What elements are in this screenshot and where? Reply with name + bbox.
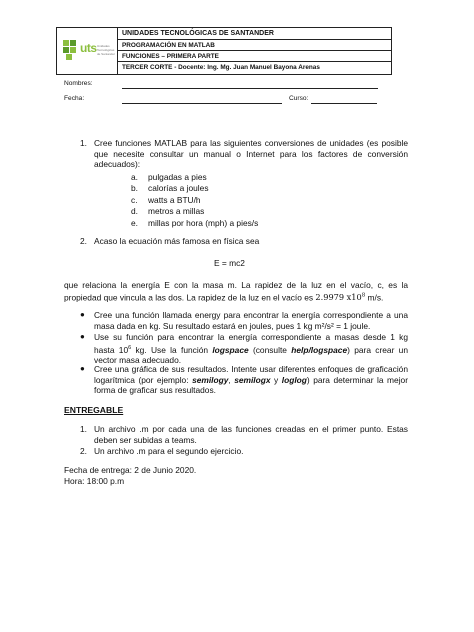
document-header xyxy=(56,27,392,75)
program-name: PROGRAMACIÓN EN MATLAB xyxy=(118,40,391,51)
q2-bullet-1: Cree una función llamada energy para encontrar la energía correspondiente a una masa dada en kg. Su resultado estará en joules, pues 1 kg m²/s² = 1 joule. xyxy=(94,310,408,331)
fecha-label: Fecha: xyxy=(64,95,85,102)
term-docente: TERCER CORTE - Docente: Ing. Mg. Juan Manuel Bayona Arenas xyxy=(122,64,320,71)
entregable-item-1: Un archivo .m por cada una de las funciones creadas en el primer punto. Estas deben ser subidas a teams. xyxy=(94,424,408,445)
q1-item-b: calorías a joules xyxy=(148,183,209,193)
q1-item-b-letter: b. xyxy=(131,183,138,193)
q2-bullet-3: Cree una gráfica de sus resultados. Intente usar diferentes enfoques de graficación logarítmica (por ejemplo: semilogy, semilogx y loglog) para determinar la mejor forma de graficar sus resultados. xyxy=(94,364,408,395)
nombres-label: Nombres: xyxy=(64,80,93,87)
curso-field[interactable] xyxy=(311,103,377,104)
q1-item-c-letter: c. xyxy=(131,195,138,205)
bullet-dot-1: ● xyxy=(80,310,85,319)
semilogy-fn: semilogy xyxy=(192,374,229,385)
q1-item-e-letter: e. xyxy=(131,218,138,228)
light-speed-unit: m/s. xyxy=(365,292,384,303)
logo-subtext: Unidades Tecnológicas de Santander xyxy=(97,44,116,56)
bullet-dot-3: ● xyxy=(80,364,85,373)
light-speed-value: 2.9979 $x10^8$ xyxy=(315,292,366,303)
q1-text: Cree funciones MATLAB para las siguientes conversiones de unidades (es posible que necesite consultar un manual o Internet para los factores de conversión adecuados): xyxy=(94,138,408,169)
due-time: Hora: 18:00 p.m xyxy=(64,476,125,486)
logo-text: uts xyxy=(80,41,97,55)
q2-paragraph xyxy=(64,280,408,303)
loglog-fn: loglog xyxy=(281,374,307,385)
q1-item-c: watts a BTU/h xyxy=(148,195,201,205)
topic-name: FUNCIONES – PRIMERA PARTE xyxy=(118,51,391,62)
q2-equation: E = mc2 xyxy=(214,258,245,268)
institution-name: UNIDADES TECNOLÓGICAS DE SANTANDER xyxy=(118,28,391,40)
help-logspace: help/logspace xyxy=(291,344,348,355)
entregable-2-number: 2. xyxy=(80,446,87,456)
q1-item-d: metros a millas xyxy=(148,206,205,216)
semilogx-fn: semilogx xyxy=(234,374,271,385)
due-date: Fecha de entrega: 2 de Junio 2020. xyxy=(64,465,197,475)
q1-number: 1. xyxy=(80,138,87,148)
nombres-field[interactable] xyxy=(122,88,378,89)
logspace-fn: logspace xyxy=(212,344,249,355)
q2-text: Acaso la ecuación más famosa en física sea xyxy=(94,236,260,246)
q2-paragraph-text: que relaciona la energía E con la masa m. La rapidez de la luz en el vacío, c, es la propiedad que vincula a las dos. La rapidez de la luz en el vacío es xyxy=(64,280,408,303)
curso-label: Curso: xyxy=(289,95,309,102)
q1-item-d-letter: d. xyxy=(131,206,138,216)
q2-bullet-2: Use su función para encontrar la energía correspondiente a masas desde 1 kg hasta $10^6$ kg. Use la función logspace (consulte help/logspace) para crear un vector masa adecuado. xyxy=(94,332,408,365)
logo xyxy=(57,28,118,74)
bullet-dot-2: ● xyxy=(80,332,85,341)
uts-logo-icon xyxy=(63,40,79,60)
entregable-item-2: Un archivo .m para el segundo ejercicio. xyxy=(94,446,244,456)
q1-item-a-letter: a. xyxy=(131,172,138,182)
q2-number: 2. xyxy=(80,236,87,246)
q1-item-a: pulgadas a pies xyxy=(148,172,207,182)
fecha-field[interactable] xyxy=(122,103,282,104)
entregable-title: ENTREGABLE xyxy=(64,405,124,415)
q1-item-e: millas por hora (mph) a pies/s xyxy=(148,218,259,228)
entregable-1-number: 1. xyxy=(80,424,87,434)
